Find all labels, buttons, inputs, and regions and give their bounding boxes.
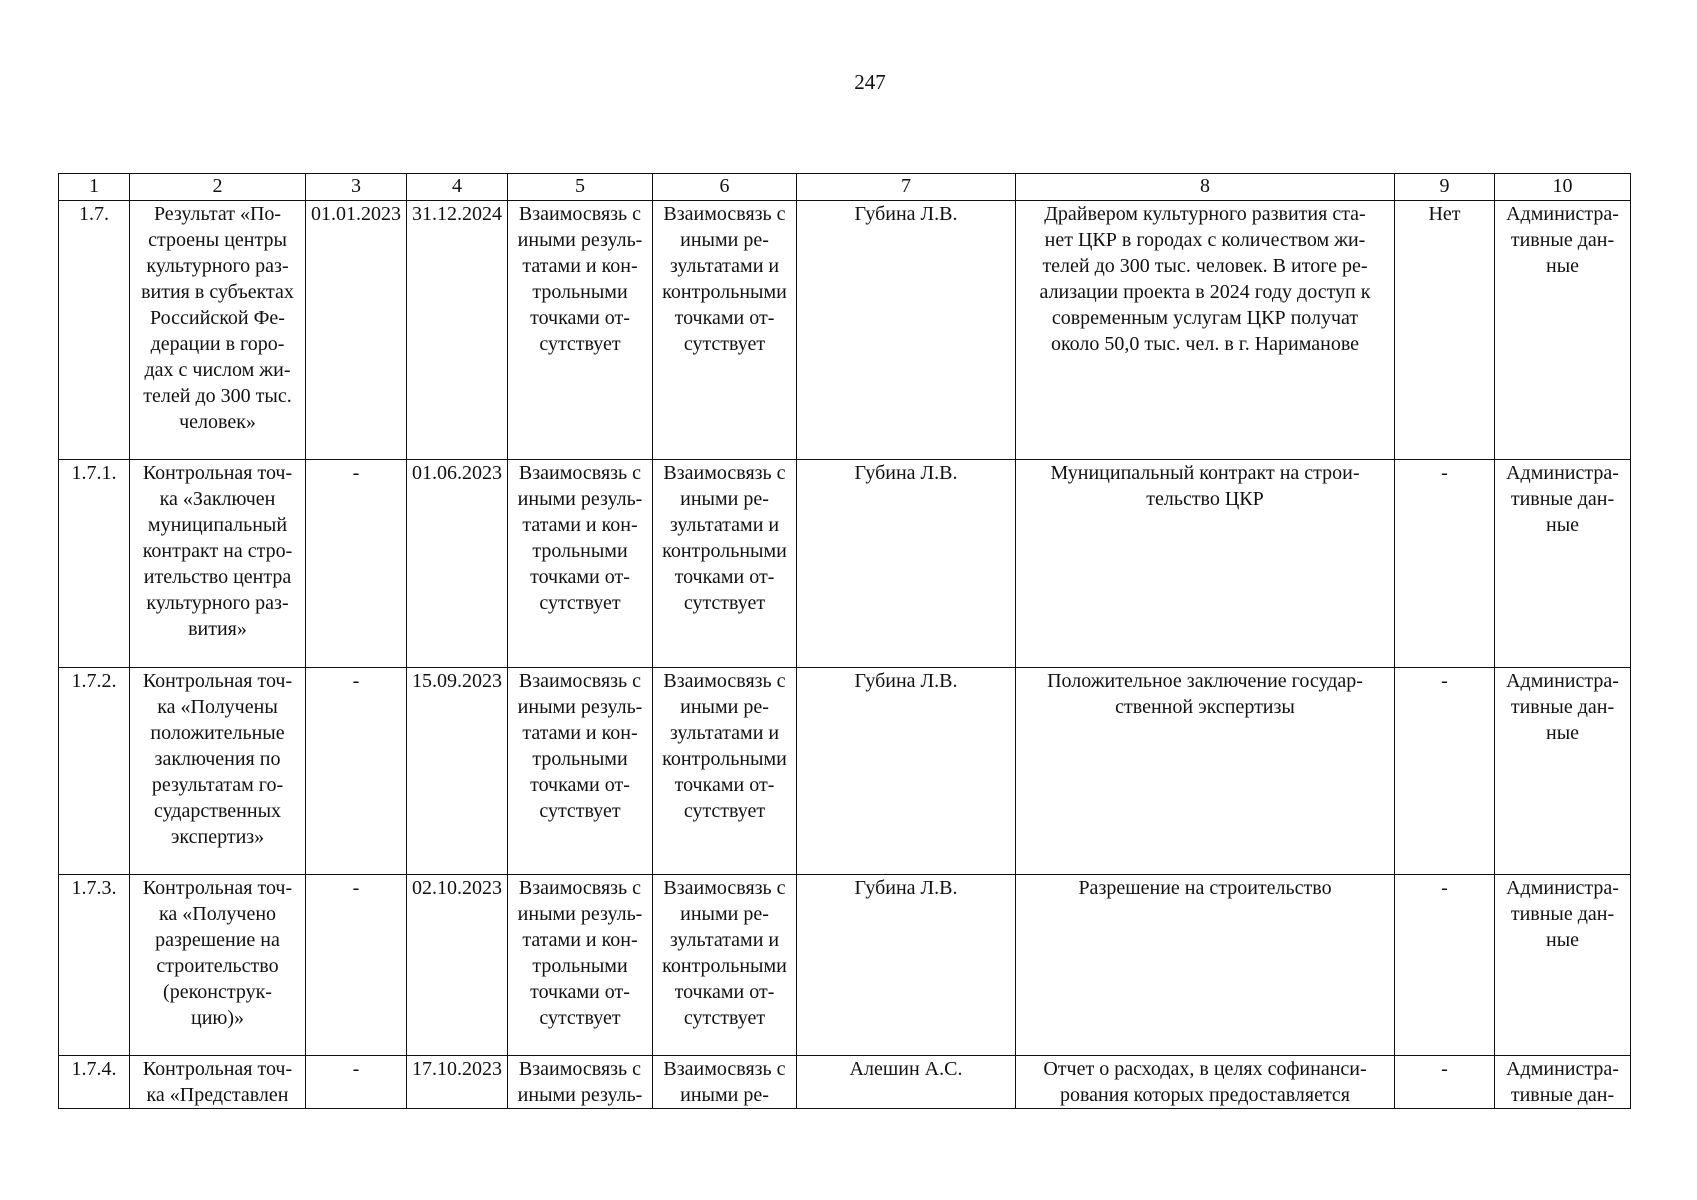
- successor-cell: Взаимосвязь с иными ре- зультатами и контрольными точками от- сутствует: [653, 201, 797, 460]
- result-name-cell: Контрольная точ- ка «Представлен: [130, 1056, 306, 1109]
- column-header: 4: [407, 174, 508, 201]
- responsible-cell: Губина Л.В.: [797, 201, 1016, 460]
- description-cell: Муниципальный контракт на строи- тельство ЦКР: [1016, 460, 1395, 668]
- responsible-cell: Губина Л.В.: [797, 460, 1016, 668]
- predecessor-cell: Взаимосвязь с иными резуль- татами и кон- трольными точками от- сутствует: [508, 201, 653, 460]
- result-name-cell: Контрольная точ- ка «Получено разрешение на строительство (реконструк- цию)»: [130, 875, 306, 1056]
- start-date-cell: -: [306, 875, 407, 1056]
- end-date-cell: 17.10.2023: [407, 1056, 508, 1109]
- successor-cell: Взаимосвязь с иными ре- зультатами и контрольными точками от- сутствует: [653, 875, 797, 1056]
- successor-cell: Взаимосвязь с иными ре- зультатами и контрольными точками от- сутствует: [653, 668, 797, 875]
- source-cell: Администра- тивные дан- ные: [1495, 201, 1631, 460]
- table-row: [59, 875, 1631, 1056]
- description-cell: Драйвером культурного развития ста- нет ЦКР в городах с количеством жи- телей до 300 тыс. человек. В итоге ре- ализации проекта в 2024 году доступ к современным услугам ЦКР получат около 50,0 тыс. чел. в г. Нариманове: [1016, 201, 1395, 460]
- description-cell: Разрешение на строительство: [1016, 875, 1395, 1056]
- column-header: 1: [59, 174, 130, 201]
- result-name-cell: Контрольная точ- ка «Получены положительные заключения по результатам го- сударственных экспертиз»: [130, 668, 306, 875]
- start-date-cell: -: [306, 668, 407, 875]
- plan-table: [58, 173, 1631, 1109]
- source-cell: Администра- тивные дан- ные: [1495, 460, 1631, 668]
- table-row: [59, 1056, 1631, 1109]
- flag-cell: -: [1395, 460, 1495, 668]
- responsible-cell: Алешин А.С.: [797, 1056, 1016, 1109]
- column-header: 3: [306, 174, 407, 201]
- row-number-cell: 1.7.2.: [59, 668, 130, 875]
- row-number-cell: 1.7.3.: [59, 875, 130, 1056]
- flag-cell: -: [1395, 668, 1495, 875]
- column-header: 2: [130, 174, 306, 201]
- start-date-cell: 01.01.2023: [306, 201, 407, 460]
- row-number-cell: 1.7.4.: [59, 1056, 130, 1109]
- source-cell: Администра- тивные дан- ные: [1495, 668, 1631, 875]
- end-date-cell: 31.12.2024: [407, 201, 508, 460]
- start-date-cell: -: [306, 460, 407, 668]
- row-number-cell: 1.7.: [59, 201, 130, 460]
- predecessor-cell: Взаимосвязь с иными резуль- татами и кон- трольными точками от- сутствует: [508, 668, 653, 875]
- column-header: 9: [1395, 174, 1495, 201]
- flag-cell: -: [1395, 875, 1495, 1056]
- column-header: 10: [1495, 174, 1631, 201]
- successor-cell: Взаимосвязь с иными ре- зультатами и контрольными точками от- сутствует: [653, 460, 797, 668]
- column-header: 7: [797, 174, 1016, 201]
- header-row: [59, 174, 1631, 201]
- end-date-cell: 02.10.2023: [407, 875, 508, 1056]
- predecessor-cell: Взаимосвязь с иными резуль- татами и кон- трольными точками от- сутствует: [508, 460, 653, 668]
- predecessor-cell: Взаимосвязь с иными резуль- татами и кон- трольными точками от- сутствует: [508, 875, 653, 1056]
- source-cell: Администра- тивные дан- ные: [1495, 875, 1631, 1056]
- source-cell: Администра- тивные дан-: [1495, 1056, 1631, 1109]
- description-cell: Отчет о расходах, в целях софинанси- рования которых предоставляется: [1016, 1056, 1395, 1109]
- end-date-cell: 15.09.2023: [407, 668, 508, 875]
- successor-cell: Взаимосвязь с иными ре-: [653, 1056, 797, 1109]
- page-number: 247: [854, 70, 886, 94]
- responsible-cell: Губина Л.В.: [797, 875, 1016, 1056]
- start-date-cell: -: [306, 1056, 407, 1109]
- predecessor-cell: Взаимосвязь с иными резуль-: [508, 1056, 653, 1109]
- end-date-cell: 01.06.2023: [407, 460, 508, 668]
- flag-cell: Нет: [1395, 201, 1495, 460]
- table-row: [59, 668, 1631, 875]
- result-name-cell: Контрольная точ- ка «Заключен муниципальный контракт на стро- ительство центра культурного раз- вития»: [130, 460, 306, 668]
- result-name-cell: Результат «По- строены центры культурного раз- вития в субъектах Российской Фе- дерации в горо- дах с числом жи- телей до 300 тыс. человек»: [130, 201, 306, 460]
- column-header: 6: [653, 174, 797, 201]
- table-row: [59, 460, 1631, 668]
- description-cell: Положительное заключение государ- ственной экспертизы: [1016, 668, 1395, 875]
- column-header: 8: [1016, 174, 1395, 201]
- flag-cell: -: [1395, 1056, 1495, 1109]
- row-number-cell: 1.7.1.: [59, 460, 130, 668]
- column-header: 5: [508, 174, 653, 201]
- table-row: [59, 201, 1631, 460]
- responsible-cell: Губина Л.В.: [797, 668, 1016, 875]
